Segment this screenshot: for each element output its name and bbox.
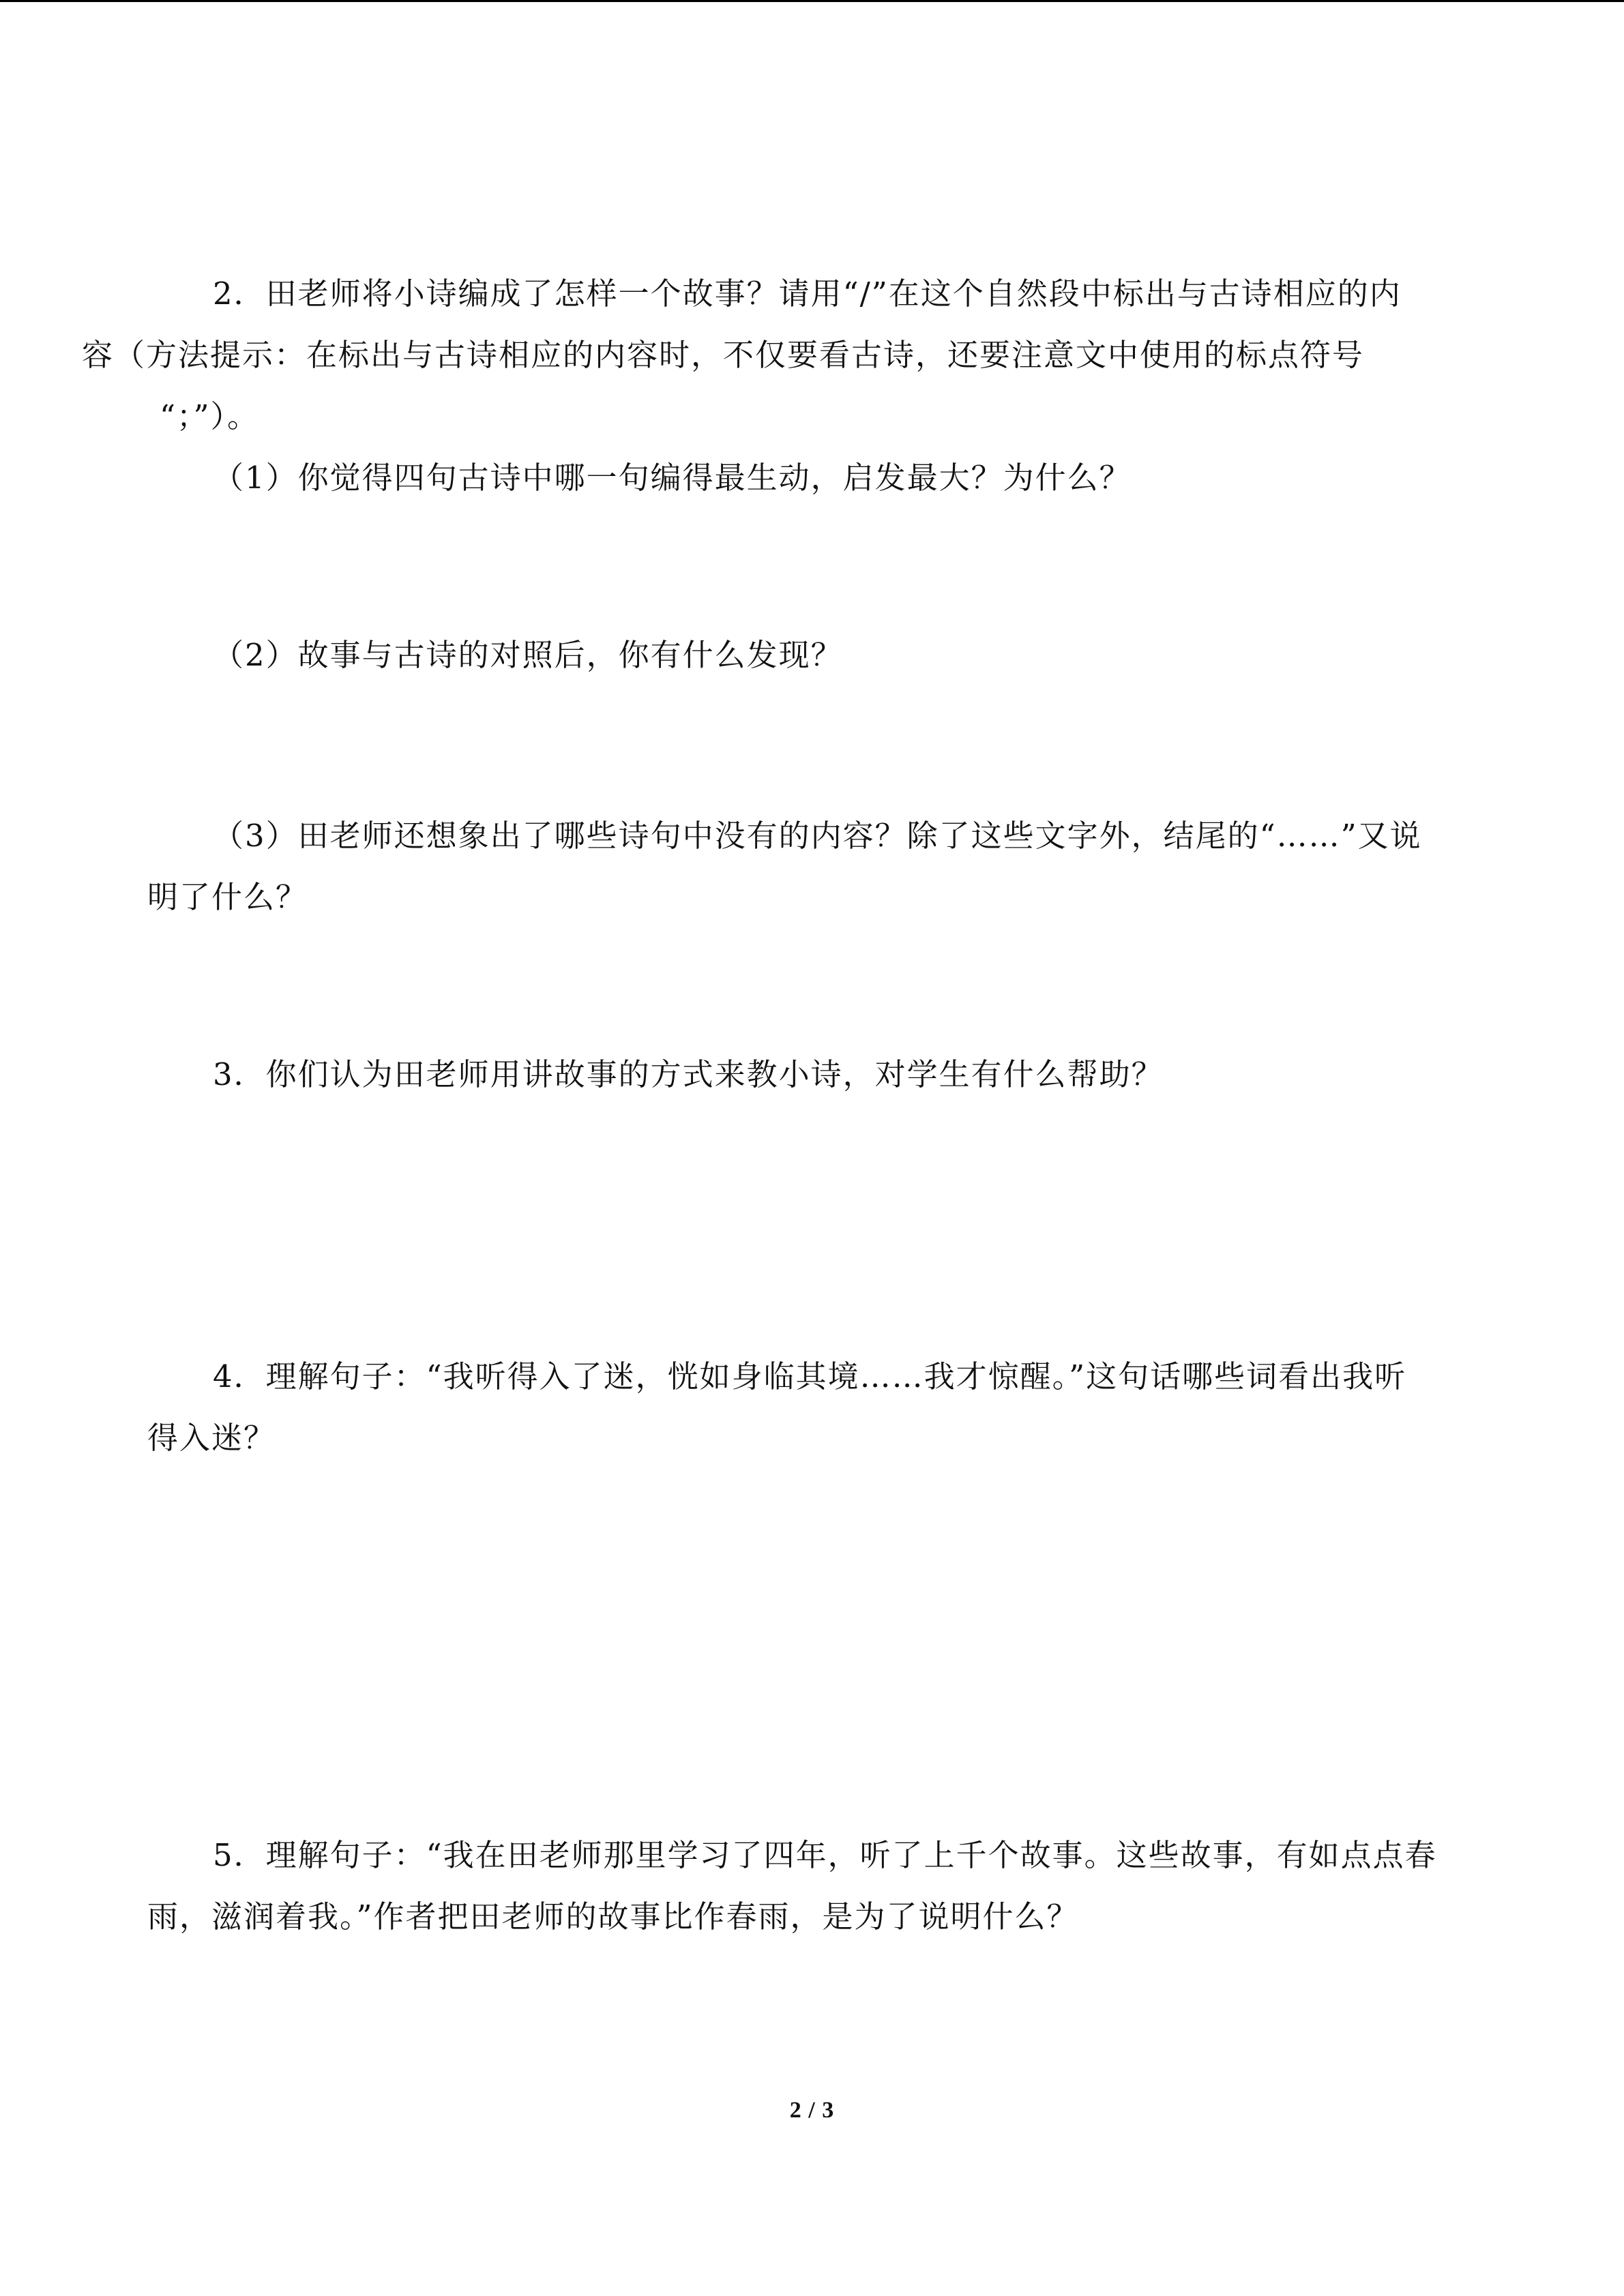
question-4-line-2: 得入迷？ [147, 1420, 276, 1456]
question-5-line-2: 雨，滋润着我。”作者把田老师的故事比作春雨，是为了说明什么？ [147, 1898, 1079, 1935]
question-2-sub-2 [147, 625, 1477, 686]
question-3-text: 3．你们认为田老师用讲故事的方式来教小诗，对学生有什么帮助？ [213, 1056, 1164, 1092]
question-2 [82, 263, 1477, 447]
question-2-sub-1 [147, 447, 1477, 509]
question-2-line-2: 容（方法提示：在标出与古诗相应的内容时，不仅要看古诗，还要注意文中使用的标点符号 [82, 337, 1365, 373]
page-number: 2 / 3 [789, 2098, 835, 2123]
question-2-sub-1-text: （1）你觉得四句古诗中哪一句编得最生动，启发最大？为什么？ [213, 460, 1132, 496]
question-2-line-3: “；”）。 [160, 398, 260, 434]
question-2-sub-2-text: （2）故事与古诗的对照后，你有什么发现？ [213, 637, 843, 673]
question-5 [147, 1825, 1477, 1948]
question-2-sub-3 [147, 805, 1477, 928]
question-4 [147, 1346, 1477, 1469]
question-4-line-1: 4．理解句子：“我听得入了迷，恍如身临其境……我才惊醒。”这句话哪些词看出我听 [213, 1358, 1407, 1395]
question-3 [147, 1044, 1477, 1105]
question-2-sub-3-line-1: （3）田老师还想象出了哪些诗句中没有的内容？除了这些文字外，结尾的“……”又说 [213, 818, 1422, 854]
question-2-sub-3-line-2: 明了什么？ [147, 879, 308, 915]
question-5-line-1: 5．理解句子：“我在田老师那里学习了四年，听了上千个故事。这些故事，有如点点春 [213, 1837, 1437, 1873]
question-2-line-1: 2．田老师将小诗编成了怎样一个故事？请用“/”在这个自然段中标出与古诗相应的内 [213, 275, 1402, 312]
